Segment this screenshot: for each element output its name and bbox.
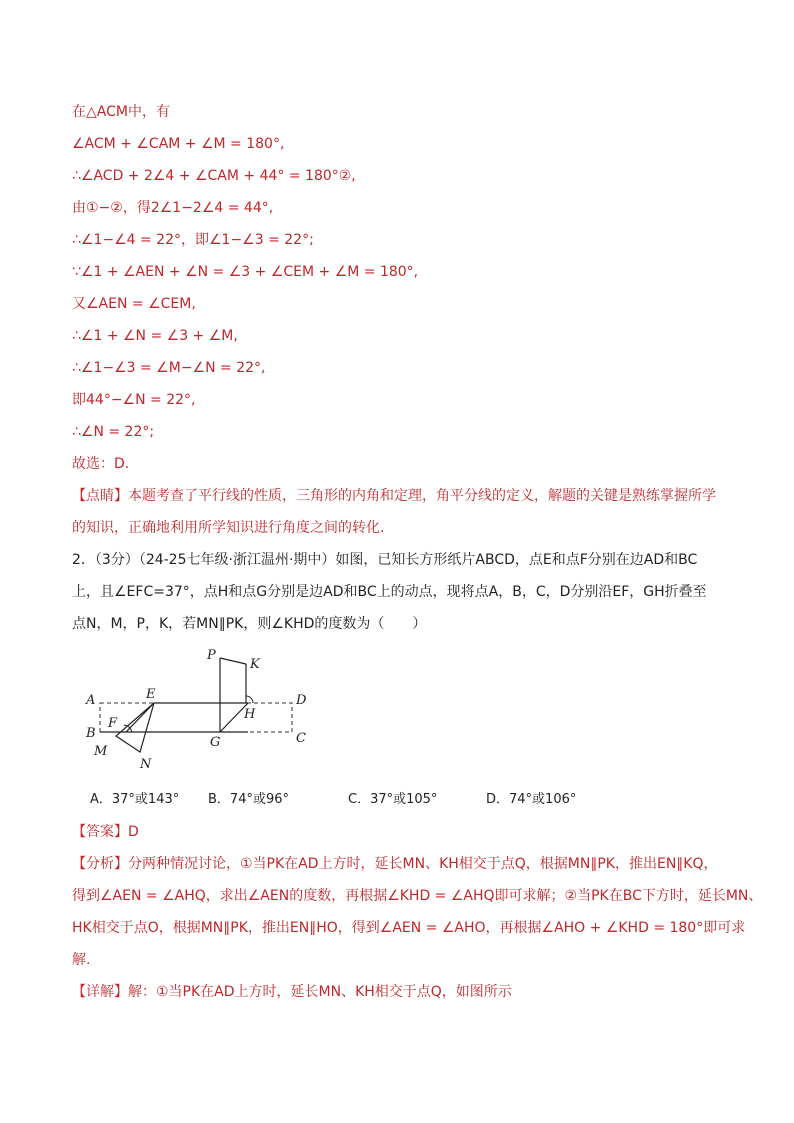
edge-pk: [220, 658, 246, 664]
analysis-line-2: 得到∠AEN = ∠AHQ，求出∠AEN的度数，再根据∠KHD = ∠AHQ即可求解；②当PK在BC下方时，延长MN、: [72, 888, 763, 904]
folding-figure: [80, 640, 340, 780]
rectangle-abcd: [100, 703, 292, 732]
label-f: F: [108, 716, 118, 731]
comment-line-1: 【点睛】本题考查了平行线的性质，三角形的内角和定理，角平分线的定义，解题的关键是熟练掌握所学: [72, 488, 716, 504]
label-c: C: [296, 731, 306, 746]
detail-line: 【详解】解：①当PK在AD上方时，延长MN、KH相交于点Q，如图所示: [72, 984, 512, 1000]
angle-khd-arc: [246, 696, 253, 703]
option-a[interactable]: A．37°或143°: [90, 792, 180, 807]
solution-line-10: 即44°−∠N = 22°,: [72, 392, 196, 408]
solution-line-7: 又∠AEN = ∠CEM,: [72, 296, 196, 312]
question-line-3: 点N，M，P，K，若MN∥PK，则∠KHD的度数为（ ）: [72, 616, 427, 632]
solution-line-5: ∴∠1−∠4 = 22°，即∠1−∠3 = 22°;: [72, 232, 314, 248]
label-g: G: [210, 735, 221, 750]
analysis-line-1: 【分析】分两种情况讨论，①当PK在AD上方时，延长MN、KH相交于点Q，根据MN∥PK，推出EN∥KQ，: [72, 856, 718, 872]
label-n: N: [140, 757, 152, 772]
question-line-1: 2．（3分）（24-25七年级·浙江温州·期中）如图，已知长方形纸片ABCD，点E和点F分别在边AD和BC: [72, 552, 698, 568]
solution-line-12: 故选：D.: [72, 456, 130, 472]
answer-line: 【答案】D: [72, 824, 139, 840]
option-d[interactable]: D．74°或106°: [486, 792, 577, 807]
question-line-2: 上，且∠EFC=37°，点H和点G分别是边AD和BC上的动点，现将点A，B，C，D分别沿EF，GH折叠至: [72, 584, 707, 600]
solution-line-9: ∴∠1−∠3 = ∠M−∠N = 22°,: [72, 360, 266, 376]
comment-line-2: 的知识，正确地利用所学知识进行角度之间的转化.: [72, 520, 385, 536]
analysis-line-4: 解.: [72, 952, 91, 968]
solution-line-2: ∠ACM + ∠CAM + ∠M = 180°,: [72, 136, 285, 152]
solution-line-3: ∴∠ACD + 2∠4 + ∠CAM + 44° = 180°②,: [72, 168, 356, 184]
label-d: D: [296, 693, 307, 708]
label-m: M: [94, 744, 108, 759]
solution-line-6: ∵∠1 + ∠AEN + ∠N = ∠3 + ∠CEM + ∠M = 180°,: [72, 264, 419, 280]
analysis-line-3: HK相交于点O，根据MN∥PK，推出EN∥HO，得到∠AEN = ∠AHO，再根据∠AHO + ∠KHD = 180°即可求: [72, 920, 746, 936]
label-e: E: [146, 687, 156, 702]
label-b: B: [86, 726, 96, 741]
label-k: K: [250, 657, 260, 672]
label-h: H: [244, 707, 256, 722]
option-c[interactable]: C．37°或105°: [348, 792, 438, 807]
solution-line-11: ∴∠N = 22°;: [72, 424, 155, 440]
option-b[interactable]: B．74°或96°: [208, 792, 290, 807]
solution-line-8: ∴∠1 + ∠N = ∠3 + ∠M,: [72, 328, 238, 344]
label-p: P: [207, 648, 216, 663]
fold-efmn: [116, 703, 154, 752]
solution-line-1: 在△ACM中，有: [72, 104, 170, 120]
label-a: A: [86, 693, 96, 708]
solution-line-4: 由①−②，得2∠1−2∠4 = 44°,: [72, 200, 274, 216]
